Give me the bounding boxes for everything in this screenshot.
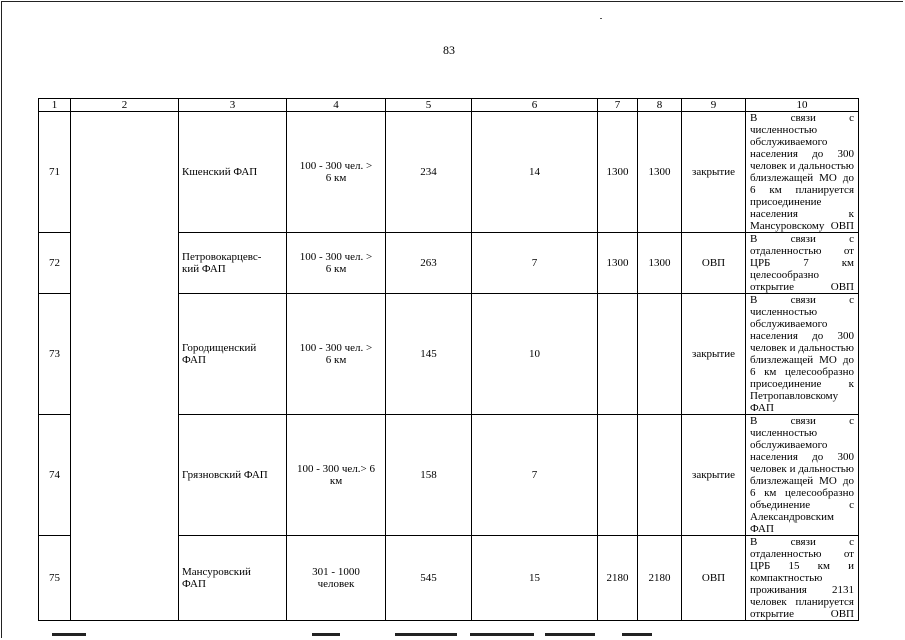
facility-name: Городищенский ФАП <box>179 294 287 415</box>
scan-mark <box>470 633 534 636</box>
header-cell: 3 <box>179 99 287 112</box>
header-cell: 9 <box>682 99 746 112</box>
category-cell: 100 - 300 чел. > 6 км <box>287 294 386 415</box>
col8-cell: 2180 <box>638 536 682 621</box>
table-row <box>39 112 859 233</box>
scan-speck <box>600 18 602 19</box>
category-cell: 301 - 1000 человек <box>287 536 386 621</box>
col6-cell: 7 <box>472 233 598 294</box>
description-cell: В связи с численностью обслуживаемого населения до 300 человек и дальностью близлежащей МО до 6 км целесообразно объединение с Александровским ФАП <box>746 415 859 536</box>
decision-cell: закрытие <box>682 112 746 233</box>
decision-cell: закрытие <box>682 415 746 536</box>
col8-cell <box>638 294 682 415</box>
col7-cell: 2180 <box>598 536 638 621</box>
row-number: 72 <box>39 233 71 294</box>
facility-name: Мансуровский ФАП <box>179 536 287 621</box>
row-number: 71 <box>39 112 71 233</box>
header-cell: 5 <box>386 99 472 112</box>
header-row <box>39 99 859 112</box>
population-cell: 234 <box>386 112 472 233</box>
description-cell: В связи с численностью обслуживаемого населения до 300 человек и дальностью близлежащей МО до 6 км планируется присоединение населения к Мансуровскому ОВП <box>746 112 859 233</box>
data-table <box>38 98 859 621</box>
scan-mark <box>395 633 457 636</box>
col6-cell: 15 <box>472 536 598 621</box>
population-cell: 263 <box>386 233 472 294</box>
facility-name: Петровокарцевс- кий ФАП <box>179 233 287 294</box>
population-cell: 145 <box>386 294 472 415</box>
col7-cell <box>598 415 638 536</box>
row-number: 73 <box>39 294 71 415</box>
facility-name: Кшенский ФАП <box>179 112 287 233</box>
category-cell: 100 - 300 чел. > 6 км <box>287 112 386 233</box>
decision-cell: закрытие <box>682 294 746 415</box>
header-cell: 2 <box>71 99 179 112</box>
description-cell: В связи с отдаленностью от ЦРБ 15 км и компактностью проживания 2131 человек планируется открытие ОВП <box>746 536 859 621</box>
description-cell: В связи с отдаленностью от ЦРБ 7 км целесообразно открытие ОВП <box>746 233 859 294</box>
row-number: 75 <box>39 536 71 621</box>
header-cell: 10 <box>746 99 859 112</box>
col6-cell: 10 <box>472 294 598 415</box>
header-cell: 1 <box>39 99 71 112</box>
description-cell: В связи с численностью обслуживаемого населения до 300 человек и дальностью близлежащей МО до 6 км целесообразно присоединение к Петропавловскому ФАП <box>746 294 859 415</box>
district-cell <box>71 112 179 621</box>
category-cell: 100 - 300 чел.> 6 км <box>287 415 386 536</box>
page-number: 83 <box>443 43 455 57</box>
facility-name: Грязновский ФАП <box>179 415 287 536</box>
row-number: 74 <box>39 415 71 536</box>
col7-cell: 1300 <box>598 233 638 294</box>
header-cell: 7 <box>598 99 638 112</box>
col7-cell: 1300 <box>598 112 638 233</box>
col6-cell: 14 <box>472 112 598 233</box>
col7-cell <box>598 294 638 415</box>
col8-cell: 1300 <box>638 233 682 294</box>
header-cell: 4 <box>287 99 386 112</box>
population-cell: 158 <box>386 415 472 536</box>
scan-mark <box>52 633 86 636</box>
col8-cell: 1300 <box>638 112 682 233</box>
decision-cell: ОВП <box>682 536 746 621</box>
category-cell: 100 - 300 чел. > 6 км <box>287 233 386 294</box>
header-cell: 6 <box>472 99 598 112</box>
scan-mark <box>545 633 595 636</box>
population-cell: 545 <box>386 536 472 621</box>
col8-cell <box>638 415 682 536</box>
scan-mark <box>312 633 340 636</box>
decision-cell: ОВП <box>682 233 746 294</box>
col6-cell: 7 <box>472 415 598 536</box>
scan-mark <box>622 633 652 636</box>
header-cell: 8 <box>638 99 682 112</box>
